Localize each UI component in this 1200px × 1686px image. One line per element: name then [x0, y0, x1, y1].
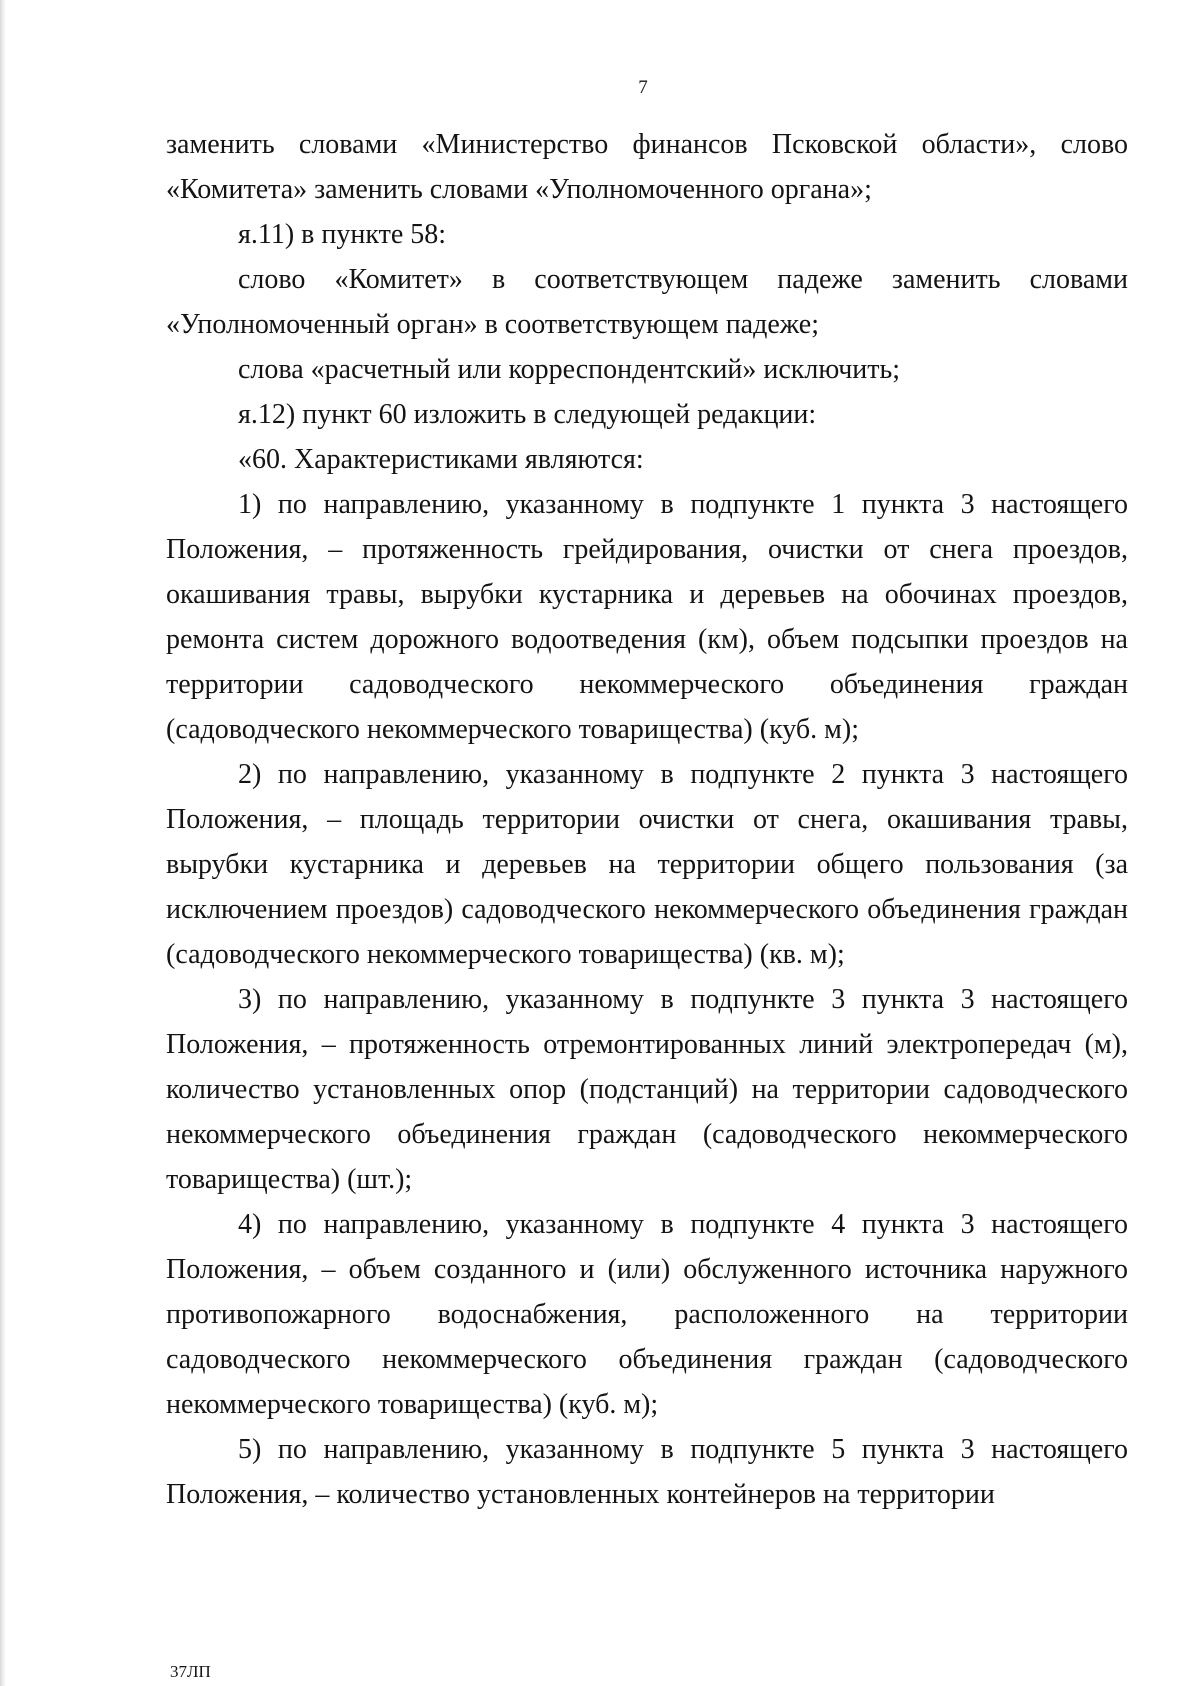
paragraph-item-12: я.12) пункт 60 изложить в следующей редакции:	[238, 399, 817, 430]
paragraph-subitem-4: 4) по направлению, указанному в подпункте 4 пункта 3 настоящего Положения, – объем созданного и (или) обслуженного источника наружного противопожарного водоснабжения, расположенного на территории садоводческого некоммерческого объединения граждан (садоводческого некоммерческого товарищества) (куб. м);	[166, 1209, 1128, 1420]
paragraph-words-exclude: слова «расчетный или корреспондентский» исключить;	[238, 354, 901, 385]
paragraph-item-11: я.11) в пункте 58:	[238, 219, 447, 250]
paragraph-subitem-3: 3) по направлению, указанному в подпункте 3 пункта 3 настоящего Положения, – протяженность отремонтированных линий электропередач (м), количество установленных опор (подстанций) на территории садоводческого некоммерческого объединения граждан (садоводческого некоммерческого товарищества) (шт.);	[166, 984, 1128, 1195]
body-text	[166, 122, 1128, 1517]
paragraph-subitem-2: 2) по направлению, указанному в подпункте 2 пункта 3 настоящего Положения, – площадь территории очистки от снега, окашивания травы, вырубки кустарника и деревьев на территории общего пользования (за исключением проездов) садоводческого некоммерческого объединения граждан (садоводческого некоммерческого товарищества) (кв. м);	[166, 759, 1128, 970]
page-number: 7	[638, 77, 648, 98]
paragraph-subitem-5: 5) по направлению, указанному в подпункте 5 пункта 3 настоящего Положения, – количество установленных контейнеров на территории	[166, 1434, 1128, 1510]
paragraph-subitem-1: 1) по направлению, указанному в подпункте 1 пункта 3 настоящего Положения, – протяженность грейдирования, очистки от снега проездов, окашивания травы, вырубки кустарника и деревьев на обочинах проездов, ремонта систем дорожного водоотведения (км), объем подсыпки проездов на территории садоводческого некоммерческого объединения граждан (садоводческого некоммерческого товарищества) (куб. м);	[166, 489, 1128, 745]
document-code: 37ЛП	[170, 1662, 211, 1681]
paragraph-continuation: заменить словами «Министерство финансов Псковской области», слово «Комитета» заменить словами «Уполномоченного органа»;	[166, 129, 1128, 205]
paragraph-committee-word: слово «Комитет» в соответствующем падеже заменить словами «Уполномоченный орган» в соответствующем падеже;	[166, 264, 1128, 340]
paragraph-clause-60: «60. Характеристиками являются:	[238, 444, 644, 475]
